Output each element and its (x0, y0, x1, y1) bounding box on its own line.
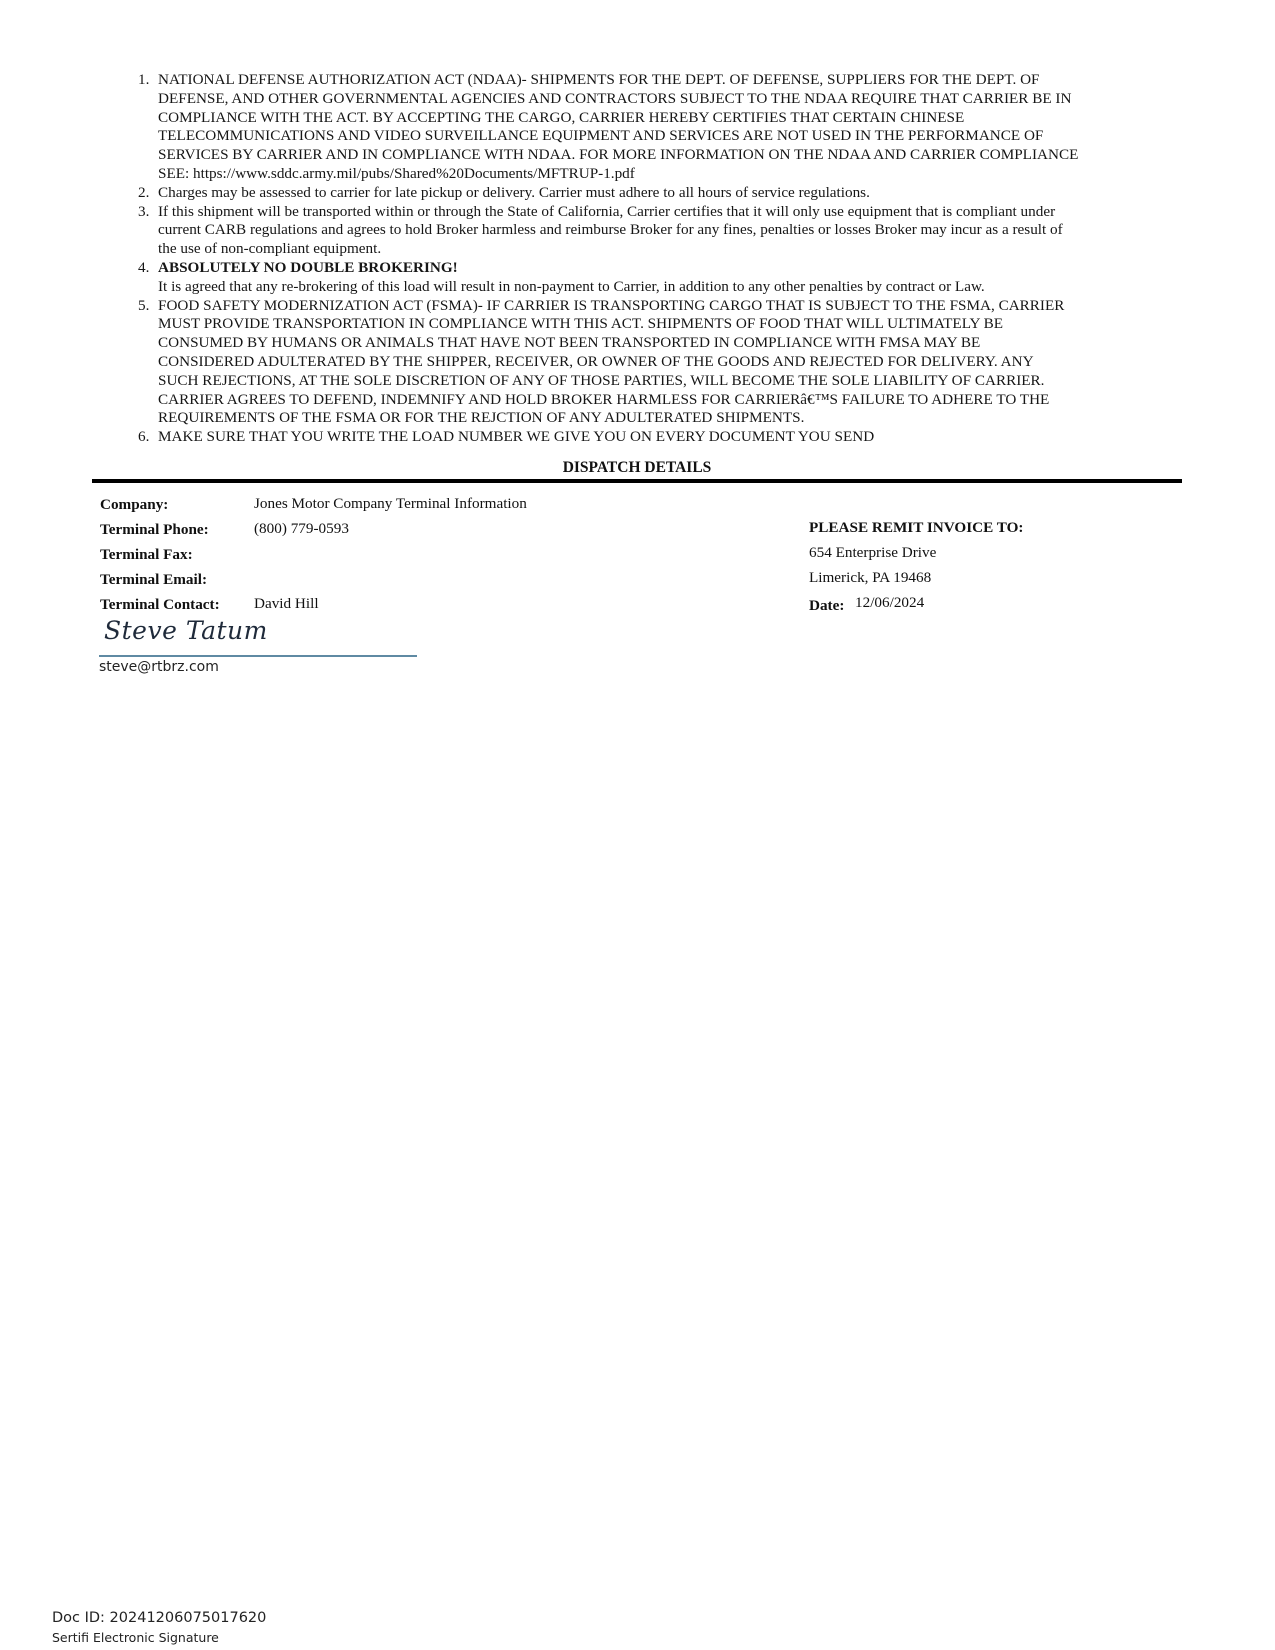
term-line: It is agreed that any re-brokering of this load will result in non-payment to Carrier, in addition to any other penalties by contract or Law. (158, 277, 985, 295)
signature-email: steve@rtbrz.com (99, 659, 219, 675)
term-number: 1. (138, 71, 150, 88)
term-line: current CARB regulations and agrees to hold Broker harmless and reimburse Broker for any fines, penalties or losses Broker may incur as a result of (158, 221, 1063, 239)
terminal-phone-value: (800) 779-0593 (254, 520, 349, 537)
company-value: Jones Motor Company Terminal Information (254, 495, 527, 512)
term-line: Charges may be assessed to carrier for late pickup or delivery. Carrier must adhere to all hours of service regulations. (158, 183, 870, 201)
term-number: 3. (138, 202, 150, 220)
remit-heading: PLEASE REMIT INVOICE TO: (809, 519, 1024, 536)
dispatch-details-heading: DISPATCH DETAILS (562, 459, 712, 476)
terminal-email-label: Terminal Email: (100, 571, 208, 588)
terminal-fax-label: Terminal Fax: (100, 546, 193, 563)
term-line: SUCH REJECTIONS, AT THE SOLE DISCRETION OF ANY OF THOSE PARTIES, WILL BECOME THE SOLE LIABILITY OF CARRIER. (158, 371, 1045, 389)
term-line: MAKE SURE THAT YOU WRITE THE LOAD NUMBER WE GIVE YOU ON EVERY DOCUMENT YOU SEND (158, 428, 875, 446)
term-item (138, 183, 1198, 203)
section-divider (92, 479, 1182, 483)
terminal-phone-label: Terminal Phone: (100, 521, 209, 538)
signature-image: Steve Tatum (104, 616, 268, 645)
terminal-contact-value: David Hill (254, 595, 319, 612)
term-number: 2. (138, 183, 150, 201)
term-item (138, 296, 1198, 429)
term-line: TELECOMMUNICATIONS AND VIDEO SURVEILLANCE EQUIPMENT AND SERVICES ARE NOT USED IN THE PERFORMANCE OF (158, 127, 1044, 145)
signature-line (99, 655, 417, 657)
remit-address-line2: Limerick, PA 19468 (809, 569, 932, 586)
date-value: 12/06/2024 (855, 594, 925, 611)
term-number: 5. (138, 296, 150, 314)
term-line: SEE: https://www.sddc.army.mil/pubs/Shared%20Documents/MFTRUP-1.pdf (158, 164, 635, 182)
term-line: NATIONAL DEFENSE AUTHORIZATION ACT (NDAA)- SHIPMENTS FOR THE DEPT. OF DEFENSE, SUPPLIERS FOR THE DEPT. OF (158, 71, 1040, 88)
term-number: 6. (138, 428, 150, 446)
term-line: COMPLIANCE WITH THE ACT. BY ACCEPTING THE CARGO, CARRIER HEREBY CERTIFIES THAT CERTAIN CHINESE (158, 108, 965, 126)
term-bold-line: ABSOLUTELY NO DOUBLE BROKERING! (158, 258, 458, 276)
term-line: REQUIREMENTS OF THE FSMA OR FOR THE REJCTION OF ANY ADULTERATED SHIPMENTS. (158, 409, 805, 427)
term-line: DEFENSE, AND OTHER GOVERNMENTAL AGENCIES AND CONTRACTORS SUBJECT TO THE NDAA REQUIRE THAT CARRIER BE IN (158, 89, 1072, 107)
term-item (138, 258, 1198, 297)
remit-address-line1: 654 Enterprise Drive (809, 544, 937, 561)
date-label: Date: (809, 597, 845, 614)
company-label: Company: (100, 496, 169, 513)
term-line: the use of non-compliant equipment. (158, 240, 382, 258)
term-line: CARRIER AGREES TO DEFEND, INDEMNIFY AND HOLD BROKER HARMLESS FOR CARRIERâ€™S FAILURE TO ADHERE TO THE (158, 390, 1050, 408)
term-number: 4. (138, 258, 150, 276)
term-item (138, 202, 1198, 259)
term-line: CONSUMED BY HUMANS OR ANIMALS THAT HAVE NOT BEEN TRANSPORTED IN COMPLIANCE WITH FMSA MAY BE (158, 334, 981, 352)
doc-id: Doc ID: 20241206075017620 (52, 1610, 267, 1626)
term-line: CONSIDERED ADULTERATED BY THE SHIPPER, RECEIVER, OR OWNER OF THE GOODS AND REJECTED FOR DELIVERY. ANY (158, 352, 1034, 370)
terminal-contact-label: Terminal Contact: (100, 596, 220, 613)
term-item (138, 71, 1198, 184)
term-line: SERVICES BY CARRIER AND IN COMPLIANCE WITH NDAA. FOR MORE INFORMATION ON THE NDAA AND CARRIER COMPLIANCE (158, 146, 1079, 164)
terms-list (138, 71, 1198, 447)
term-line: MUST PROVIDE TRANSPORTATION IN COMPLIANCE WITH THIS ACT. SHIPMENTS OF FOOD THAT WILL ULTIMATELY BE (158, 315, 1004, 333)
term-item (138, 428, 1198, 447)
term-line: If this shipment will be transported within or through the State of California, Carrier certifies that it will only use equipment that is compliant under (158, 202, 1056, 220)
term-line: FOOD SAFETY MODERNIZATION ACT (FSMA)- IF CARRIER IS TRANSPORTING CARGO THAT IS SUBJECT TO THE FSMA, CARRIER (158, 296, 1065, 314)
signature-provider: Sertifi Electronic Signature (52, 1630, 219, 1645)
